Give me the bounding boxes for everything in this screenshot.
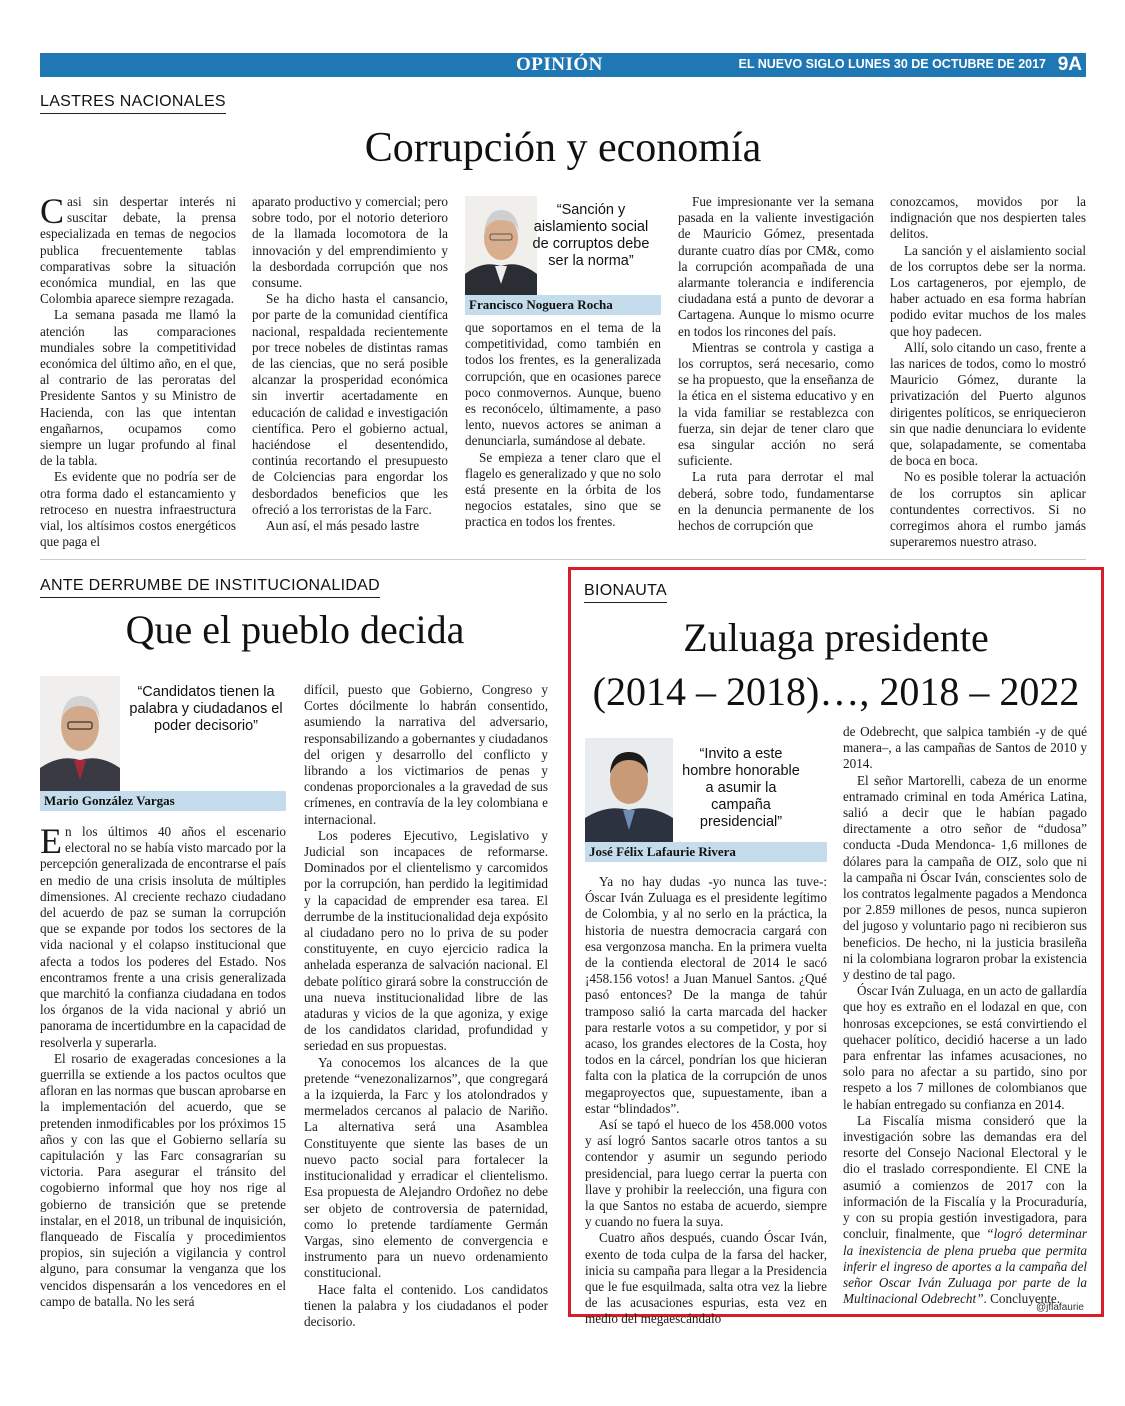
section-divider [40, 559, 1086, 560]
paragraph: Hace falta el contenido. Los candidatos tienen la palabra y los ciudadanos el poder decisorio. [304, 1281, 548, 1329]
article2-column-1 [40, 821, 286, 1310]
publication-date: EL NUEVO SIGLO LUNES 30 DE OCTUBRE DE 2017 [738, 57, 1046, 71]
author-photo [40, 676, 120, 792]
paragraph: conozcamos, movidos por la indignación que nos despierten tales delitos. [890, 194, 1086, 242]
author-byline: José Félix Lafaurie Rivera [585, 842, 827, 862]
paragraph-text: La Fiscalía misma consideró que la investigación sobre las demandas era del resorte del Consejo Nacional Electoral y le dio el traslado correspondiente. El CNE la asumió a comienzos de 2017 con la información de la Fiscalía y la Procuraduría, y con su propia gestión investigadora, para concluir, finalmente, que [843, 1112, 1087, 1242]
pull-quote: “Sanción y aislamiento social de corruptos debe ser la norma” [532, 202, 650, 269]
paragraph: Ya conocemos los alcances de la que pretende “venezonalizarnos”, que congregará a la izquierda, la Farc y los atolondrados y mermelados cercanos al palacio de Nariño. La alternativa será una Asamblea Constituyente que siente las bases de un nuevo pacto social para fortalecer la institucionalidad y erradicar el clientelismo. Esa propuesta de Alejandro Ordoñez no debe ser objeto de controversia de paternidad, como lo pretende tardíamente Germán Vargas, sino elemento de convergencia e instrumento para un nuevo ordenamiento constitucional. [304, 1054, 548, 1281]
paragraph: aparato productivo y comercial; pero sobre todo, por el notorio deterioro de la llamada locomotora de la innovación y del emprendimiento y la desbordada corrupción que nos consume. [252, 194, 448, 291]
paragraph: Los poderes Ejecutivo, Legislativo y Judicial son incapaces de reformarse. Dominados por el clientelismo y carcomidos por la corrupción, han perdido la legitimidad y la capacidad de emprender esa tarea. El derrumbe de la institucionalidad deja expósito al ciudadano pero no lo priva de su poder constituyente, en cuyo ejercicio radica la anhelada esperanza de salvación nacional. El debate político girará sobre la construcción de una nueva institucionalidad libre de las ataduras y vicios de la que agoniza, y exige de los candidatos claridad, profundidad y seriedad en sus propuestas. [304, 827, 548, 1054]
paragraph: Óscar Iván Zuluaga, en un acto de gallardía que hoy es extraño en el lodazal en que, con honrosas excepciones, se está convirtiendo el quehacer político, decidió hacerse a un lado para enfrentar las infames acusaciones, no solo para no afectar a su partido, sino por respeto a los 7 millones de colombianos que le habían entregado su confianza en 2014. [843, 983, 1087, 1112]
author-byline: Francisco Noguera Rocha [465, 295, 661, 315]
paragraph: El rosario de exageradas concesiones a la guerrilla se extiende a los pactos ocultos que afloran en las normas que buscan aprobarse en la implementación del acuerdo, que se pretenden inmodificables por los próximos 15 años y con las que el Gobierno sellaría su capitulación y las Farc consagrarían su victoria. Para asegurar el tránsito del cogobierno informal que hoy nos rige al gobierno de transición que se pretende instalar, en el 2018, un tribunal de inquisición, flanqueado de Fiscalía y procedimientos propios, sin sujeción a vigilancia y control alguno, para consumar la venganza que los vencidos dispensarán a los vencedores en el campo de batalla. No les será [40, 1050, 286, 1309]
article2-column-2 [304, 682, 548, 1330]
paragraph: Cuatro años después, cuando Óscar Iván, exento de toda culpa de la farsa del hacker, inicia su campaña para llegar a la Presidencia que le fue esquilmada, salta otra vez la liebre de las acusaciones espurias, esta vez en medio del megaescándalo [585, 1230, 827, 1327]
paragraph: La sanción y el aislamiento social de los corruptos debe ser la norma. Los cartageneros, por ejemplo, de haber actuado en esa forma habrían podido evitar muchos de los males que hoy padecen. [890, 242, 1086, 339]
article1-title: Corrupción y economía [364, 125, 762, 171]
paragraph: La ruta para derrotar el mal deberá, sobre todo, fundamentarse en la denuncia permanente de los hechos de corrupción que [678, 469, 874, 534]
paragraph: Así se tapó el hueco de los 458.000 votos y así logró Santos sacarle otros tantos a su contendor y asumir un segundo periodo presidencial, para luego cerrar la puerta con llave y prohibir la reelección, una figura con la que Santos no estaba de acuerdo, siempre y cuando no fuera la suya. [585, 1117, 827, 1230]
paragraph: Es evidente que no podría ser de otra forma dado el estancamiento y retroceso en nuestra infraestructura vial, los altísimos costos energéticos que paga el [40, 469, 236, 550]
section-header-bar [40, 53, 1086, 77]
article1-column-5 [890, 194, 1086, 550]
article3-column-2 [843, 724, 1087, 1307]
pull-quote: “Invito a este hombre honorable a asumir la campaña presidencial” [682, 746, 800, 830]
article2-title: Que el pueblo decida [125, 607, 465, 652]
author-photo [585, 738, 673, 842]
article1-column-3 [465, 320, 661, 531]
article3-title-line2: (2014 – 2018)…, 2018 – 2022 [592, 669, 1080, 714]
article2-kicker: ANTE DERRUMBE DE INSTITUCIONALIDAD [40, 577, 380, 598]
paragraph: Fue impresionante ver la semana pasada en la valiente investigación de Mauricio Gómez, presentada durante cuatro días por CM&, como la corrupción acompañada de una alarmante tolerancia e indiferencia ciudadana está a punto de devorar a Cartagena. Aunque lo mismo ocurre en todos los rincones del país. [678, 194, 874, 339]
drop-cap: C [40, 191, 65, 231]
paragraph: La semana pasada me llamó la atención las comparaciones mundiales sobre la competitividad económica del último año, en el que, al contrario de las peroratas del Presidente Santos y su Ministro de Hacienda, con las que intentan engañarnos, ocupamos como siempre un lugar profundo al final de la tabla. [40, 307, 236, 469]
paragraph: de Odebrecht, que salpica también -y de qué manera–, a las campañas de Santos de 2010 y 2014. [843, 724, 1087, 772]
paragraph [843, 1113, 1087, 1307]
article1-column-1 [40, 191, 236, 550]
author-byline: Mario González Vargas [40, 791, 286, 811]
paragraph: Se empieza a tener claro que el flagelo es generalizado y que no solo está presente en la órbita de los negocios estatales, sino que se practica en todos los frentes. [465, 449, 661, 530]
paragraph: No es posible tolerar la actuación de los corruptos sin aplicar contundentes correctivos. Si no corregimos ahora el rumbo jamás superaremos nuestro atraso. [890, 469, 1086, 550]
page-number: 9A [1057, 54, 1082, 75]
paragraph: Ya no hay dudas -yo nunca las tuve-: Óscar Iván Zuluaga es el presidente legítimo de Colombia, y al no serlo en la práctica, la historia de nuestra democracia cargará con esa vergonzosa mancha. En la primera vuelta de la contienda electoral de 2014 le sacó ¡458.156 votos! a Juan Manuel Santos. ¿Qué pasó entonces? De la manga de tahúr tramposo salió la carta marcada del hacker para restarle votos a su competidor, y por si acaso, los grandes electores de la Costa, hoy todos en la cárcel, pondrían los que hicieran falta con la platica de la corrupción de unos megaproyectos que, supuestamente, iban a estar “blindados”. [585, 874, 827, 1116]
paragraph: Allí, solo citando un caso, frente a las narices de todos, como lo mostró Mauricio Gómez, durante la privatización del Puerto algunos dirigentes políticos, se enriquecieron sin que nadie denunciara lo evidente que, solapadamente, se comentaba de boca en boca. [890, 339, 1086, 469]
article3-kicker: BIONAUTA [584, 582, 667, 603]
paragraph: Aun así, el más pesado lastre [266, 518, 420, 534]
drop-cap: E [40, 821, 62, 861]
pull-quote: “Candidatos tienen la palabra y ciudadanos el poder decisorio” [129, 684, 283, 734]
article1-kicker: LASTRES NACIONALES [40, 93, 226, 114]
article3-title-line1: Zuluaga presidente [683, 615, 989, 660]
article3-column-1 [585, 874, 827, 1328]
paragraph: El señor Martorelli, cabeza de un enorme entramado criminal en toda América Latina, salió a decir que le habían pagado directamente a otro señor de “dudosa” conducta -Duda Mendonca- 1,6 millones de dólares para la campaña de OIZ, solo que ni la campaña ni Óscar Iván, conscientes solo de los contratos legalmente pagados a Mendonca por 2.859 millones de pesos, nunca supieron del jugoso y voluntario pago ni recibieron sus beneficios. De hecho, ni la justicia brasileña ni la colombiana lograron probar la existencia y destino de tal pago. [843, 772, 1087, 983]
paragraph: Se ha dicho hasta el cansancio, por parte de la comunidad científica nacional, respaldada recientemente por trece nobeles de distintas ramas de las ciencias, que no será posible alcanzar la prosperidad económica sin invertir acertadamente en educación de calidad e investigación científica. Pero el gobierno actual, haciéndose el desentendido, continúa recortando el presupuesto de Colciencias para engordar los desbordados beneficios que les ofreció a los terroristas de la Farc. [252, 291, 448, 517]
italic-quote: “logró determinar la inexistencia de plena prueba que permita inferir el ingreso de aportes a la campaña del señor Oscar Iván Zuluaga por parte de la Multinacional Odebrecht” [843, 1226, 1088, 1307]
author-photo [465, 196, 537, 296]
section-name: OPINIÓN [516, 54, 603, 75]
paragraph: asi sin despertar interés ni suscitar debate, la prensa especializada en temas de negocios publica frecuentemente tablas comparativas sobre la situación económica mundial, en las que Colombia aparece siempre rezagada. [40, 194, 236, 307]
paragraph: que soportamos en el tema de la competitividad, como también en todos los frentes, es la generalizada corrupción, que en ocasiones parece poco conmovernos. Aunque, bueno es reconócelo, últimamente, a paso lento, nuevos actores se animan a denunciarla, sumándose al debate. [465, 320, 661, 449]
paragraph: Mientras se controla y castiga a los corruptos, será necesario, como se ha propuesto, que la enseñanza de la ética en el sistema educativo y en la vida familiar se restablezca con fuerza, sin dejar de tener claro que esa singular acción no será suficiente. [678, 339, 874, 469]
paragraph: difícil, puesto que Gobierno, Congreso y Cortes dócilmente lo habrán consentido, asumiendo la narrativa del adversario, responsabilizando a gobernantes y ciudadanos del origen y desarrollo del conflicto y librando a los victimarios de penas y condenas proporcionales a la gravedad de sus crímenes, en contravía de la ley colombiana e internacional. [304, 682, 548, 827]
article1-column-4 [678, 194, 874, 534]
paragraph-text: . Concluyente. [983, 1291, 1061, 1307]
article1-column-2 [252, 194, 448, 534]
paragraph: n los últimos 40 años el escenario electoral no se había visto marcado por la percepción generalizada de encontrarse el país en medio de una crisis insoluta de múltiples dimensiones. Al creciente rechazo ciudadano del acuerdo de paz se suman la corrupción que se expande por todos los sectores de la vida nacional y el colapso institucional que afecta a todos los poderes del Estado. Nos encontramos frente a una crisis generalizada que marchitó la confianza ciudadana en todos los órganos de la vida nacional y abrió un panorama de incertidumbre en la capacidad de resolverla y superarla. [40, 824, 286, 1050]
twitter-handle: @jflafaurie [1036, 1302, 1084, 1313]
